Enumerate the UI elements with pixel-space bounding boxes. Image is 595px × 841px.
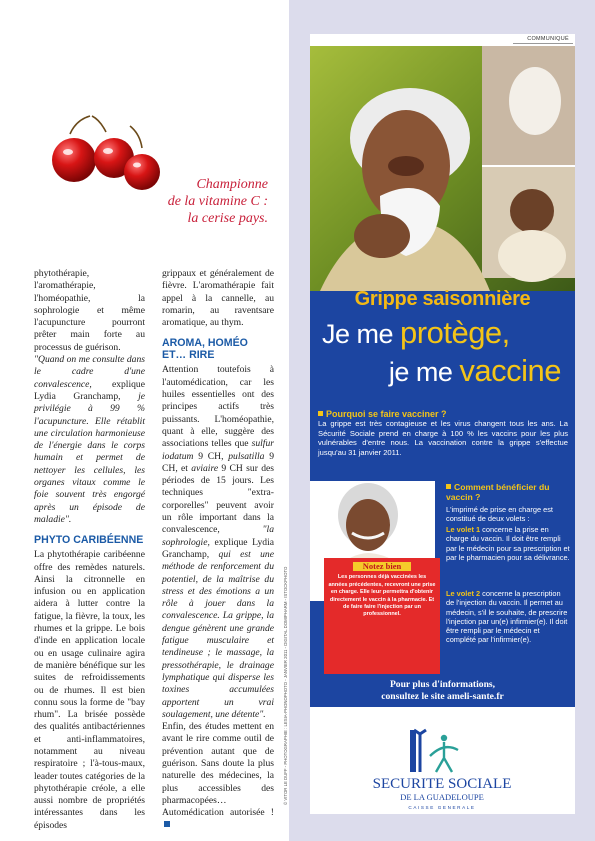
notez-bien-text: Les personnes déjà vaccinées les années précédentes, recevront une prise en charge. Elle leur permettra d'obtenir directement le vaccin à la pharmacie. Et de faire faire l'injection par un professionnel. — [328, 574, 436, 618]
ad-paragraph — [446, 589, 570, 645]
notez-bien-title: Notez bien — [353, 562, 411, 571]
slogan-line-2 — [388, 353, 561, 388]
slogan-line-1 — [322, 315, 510, 350]
paragraph: La phytothérapie caribéenne offre des remèdes naturels. Ainsi la citronnelle en infusion ou en application aidera à lutter contre la fatigue, la fièvre, la toux, les rhumes et la grippe. Le bois d'inde en application locale ou en usage culinaire agira de manière bénéfique sur les suites de refroidissements ou de rhumes. Il est bien connu sous la forme de "bay rhum". La brisée possède des qualités antibactériennes et anti-inflammatoires, notamment au niveau respiratoire ; l'à-tous-maux, leader toutes catégories de la phytothérapie créole, a elle aussi nombre de propriétés intéressantes dans les épisodes — [34, 549, 145, 831]
paragraph: phytothérapie, l'aromathérapie, l'homéopathie, la sophrologie et même l'acupuncture pourront prêter main forte au processus de guérison. — [34, 268, 145, 353]
text-run: 9 CH sur des périodes de 15 jours. Les techniques "extra-corporelles" peuvent avoir un rôle important dans la convalescence, — [162, 462, 274, 536]
section-heading: PHYTO CARIBÉENNE — [34, 534, 144, 547]
logo-line-2: DE LA GUADELOUPE — [400, 792, 484, 802]
question-heading: Pourquoi se faire vacciner ? — [318, 409, 447, 419]
caption-line: Championne — [196, 177, 268, 192]
more-info — [310, 679, 575, 702]
article-column-1 — [34, 268, 145, 832]
text-run: 9 CH, — [198, 450, 224, 462]
article-column-2 — [162, 268, 274, 832]
quote-lead: "Quand on me consulte dans le cadre d'une convalescence, — [34, 354, 145, 390]
italic-run: "la sophrologie, — [162, 524, 274, 548]
cherries-image — [30, 112, 170, 192]
volet-label: Le volet 1 — [446, 525, 481, 534]
vaccine-advertisement — [310, 34, 575, 814]
ad-paragraph: La grippe est très contagieuse et les virus changent tous les ans. La Sécurité Sociale prend en charge à 100 % les vaccins pour les plus vulnérables d'entre nous. La vaccination contre la grippe s'effectue jusqu'au 31 janvier 2011. — [318, 419, 568, 457]
paragraph — [162, 364, 274, 721]
caption-line: la cerise pays. — [187, 211, 268, 226]
volet-label: Le volet 2 — [446, 589, 481, 598]
italic-run: sulfur iodatum — [162, 438, 274, 462]
quote-tail: je privilégie à 99 % l'acupuncture. Elle rétablit une circulation harmonieuse de l'énergie dans le corps humain et permet de nettoyer les cellules, les organes vitaux comme le foie souvent très engorgé après un épisode de maladie". — [34, 390, 145, 525]
text-run: explique Lydia Granchamp, — [162, 536, 274, 560]
text-run: Attention toutefois à l'automédication, car les huiles essentielles ont des principes actifs très puissants. L'homéopathie, quant à elle, suggère des associations telles que — [162, 364, 274, 450]
more-info-line: Pour plus d'informations, — [389, 679, 496, 690]
italic-run: pulsatilla — [228, 450, 265, 462]
ad-paragraph — [446, 525, 570, 562]
securite-sociale-logo — [310, 726, 575, 812]
notez-bien-box — [324, 558, 440, 674]
section-heading: AROMA, HOMÉO ET… RIRE — [162, 337, 248, 362]
logo-line-3: CAISSE GENERALE — [408, 805, 476, 810]
volet-text: concerne la prescription de l'injection du vaccin. Il permet au médecin, s'il le souhaite, de prescrire l'injection par un(e) infirmier(e). Il doit être rempli par le médecin et complété par l'infirmier(e). — [446, 589, 568, 645]
italic-run: aviaire — [191, 462, 219, 474]
more-info-line: consultez le site ameli-sante.fr — [381, 690, 504, 702]
end-of-article-square-icon — [164, 821, 170, 827]
italic-run: qui est une méthode de renforcement du potentiel, de la maîtrise du stress et des émotions a un rôle à jouer dans la convalescence. La grippe, la dengue génèrent une grande fatigue musculaire et tendineuse ; le massage, la pressothérapie, le drainage lymphatique qui disperse les toxines accumulées apportent un vrai soulagement, une détente". — [162, 548, 274, 720]
slogan-text: Je me — [322, 319, 401, 349]
paragraph — [34, 354, 145, 526]
slogan-highlight: vaccine — [459, 353, 561, 388]
ad-paragraph: L'imprimé de prise en charge est constitué de deux volets : — [446, 505, 553, 524]
communique-tag: COMMUNIQUÉ — [527, 36, 569, 42]
slogan-text: je me — [388, 357, 460, 387]
image-caption — [150, 176, 268, 227]
volet-text: concerne la prise en charge du vaccin. Il doit être rempli par le médecin pour sa prescription et par le pharmacien pour sa délivrance. — [446, 525, 570, 562]
ad-title: Grippe saisonnière — [354, 288, 531, 310]
quote-attribution: explique Lydia Granchamp, — [34, 378, 145, 402]
slogan-highlight: protège, — [400, 315, 510, 350]
caption-line: de la vitamine C : — [167, 194, 268, 209]
paragraph — [162, 721, 274, 832]
question-heading: Comment bénéficier du vaccin ? — [446, 482, 571, 503]
sneezing-woman-photo — [310, 46, 575, 291]
text-run: 9 CH, et — [162, 450, 275, 474]
paragraph: grippaux et généralement de fièvre. L'aromathérapie fait appel à la cannelle, au romarin, au raventsare aromatique, au thym. — [162, 268, 274, 329]
logo-line-1: SECURITE SOCIALE — [372, 776, 512, 792]
text-run: Enfin, des études mettent en avant le rire comme outil de prévention autant que de guérison. Sans doute la plus naturelle des médecines, la plus accessibles des pharmacopées… Automédication autorisée ! — [162, 721, 274, 819]
credit-text: © VITOR LE DUFF - PHOTOGRAPHIE : LESIA-PHONOPHOTO - JANVIER 2011 - DIGITAL DOMIPHARM - ISTOCKPHOTO — [283, 566, 288, 805]
